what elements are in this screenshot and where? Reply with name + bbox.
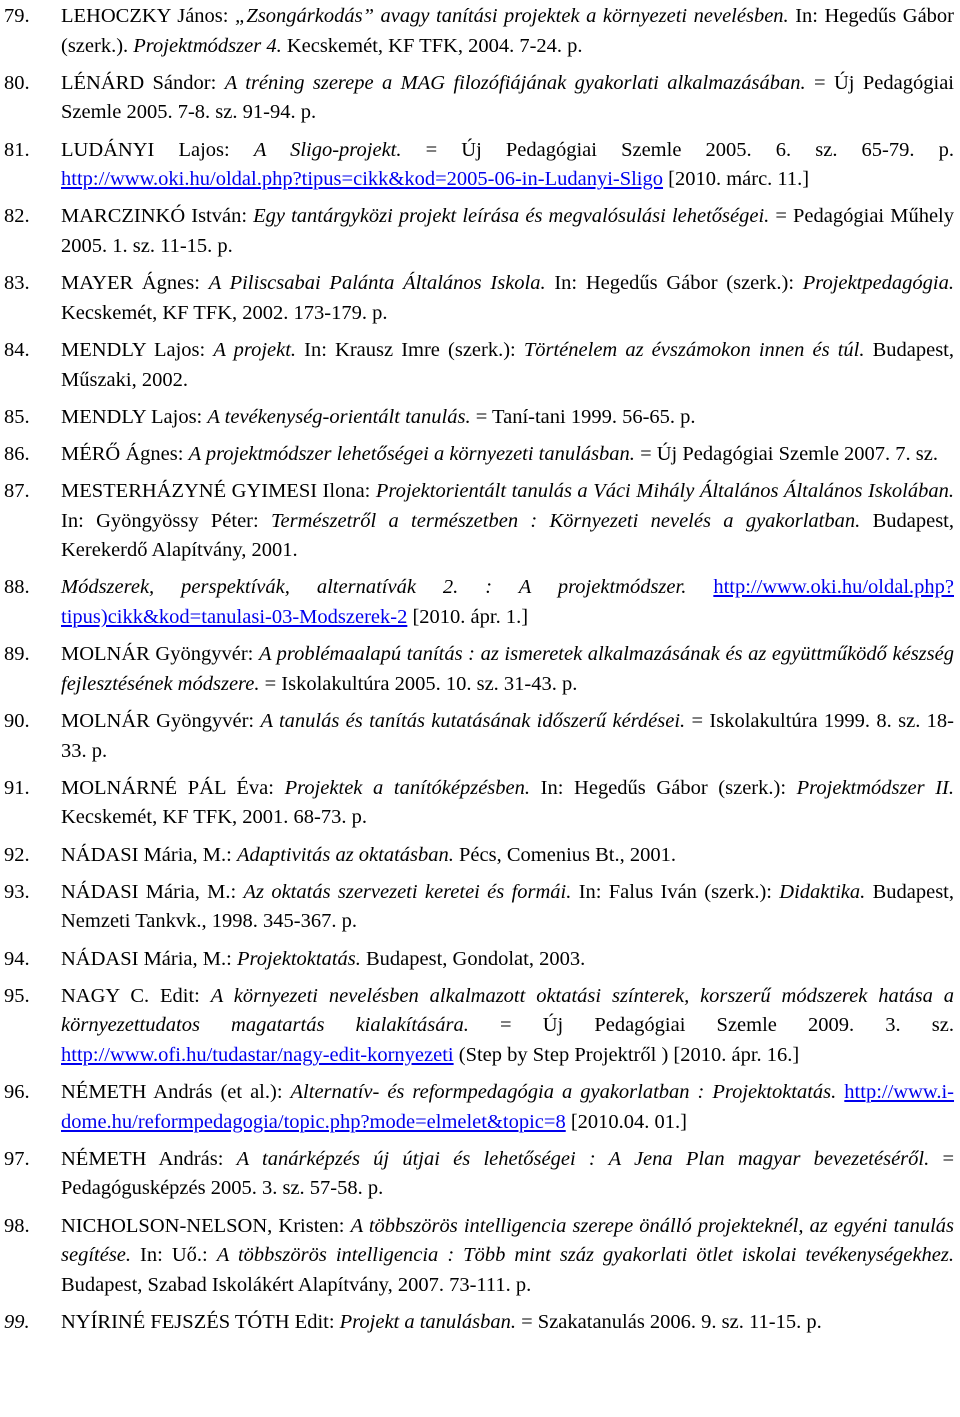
reference-segment: In: Falus Iván (szerk.): <box>571 880 780 903</box>
reference-number: 91. <box>4 776 30 799</box>
reference-segment: Budapest, Gondolat, 2003. <box>360 947 586 970</box>
reference-segment: MOLNÁR Gyöngyvér: <box>61 643 259 666</box>
reference-segment: = Új Pedagógiai Szemle 2005. 7-8. sz. 91-94. p. <box>61 71 954 124</box>
reference-text <box>61 202 954 261</box>
reference-number: 81. <box>4 138 30 161</box>
reference-segment: NAGY C. Edit: <box>61 984 211 1007</box>
reference-segment: = Új Pedagógiai Szemle 2005. 6. sz. 65-79. p. <box>401 138 954 161</box>
reference-segment: In: Hegedűs Gábor (szerk.). <box>61 5 955 57</box>
reference-text <box>61 1078 954 1137</box>
reference-item <box>0 774 960 833</box>
reference-title: A Piliscsabai Palánta Általános Iskola. <box>208 272 546 295</box>
reference-segment: = Pedagógusképzés 2005. 3. sz. 57-58. p. <box>61 1147 955 1200</box>
reference-title: Didaktika. <box>779 880 866 903</box>
reference-title: A többszörös intelligencia szerepe önálló projekteknél, az egyéni tanulás segítése. <box>61 1214 954 1267</box>
reference-segment: LEHOCZKY János: <box>61 5 236 27</box>
reference-number: 84. <box>4 338 30 361</box>
reference-title: A projekt. <box>213 338 297 361</box>
reference-number: 92. <box>4 843 30 866</box>
reference-text <box>61 1308 954 1338</box>
reference-text <box>61 640 954 699</box>
reference-text <box>61 440 954 470</box>
reference-number: 79. <box>4 5 30 27</box>
reference-segment: Pécs, Comenius Bt., 2001. <box>453 843 676 866</box>
reference-segment: MÉRŐ Ágnes: <box>61 442 189 465</box>
reference-segment: Budapest, Kerekerdő Alapítvány, 2001. <box>61 509 954 562</box>
reference-segment: MESTERHÁZYNÉ GYIMESI Ilona: <box>61 480 376 503</box>
reference-number: 96. <box>4 1081 30 1104</box>
reference-title: Adaptivitás az oktatásban. <box>236 843 454 866</box>
reference-text <box>61 774 954 833</box>
reference-title: Projektoktatás. <box>236 947 361 970</box>
reference-item <box>0 878 960 937</box>
reference-text <box>61 2 954 61</box>
reference-number: 95. <box>4 984 30 1007</box>
reference-segment: In: Gyöngyössy Péter: <box>61 509 272 532</box>
reference-title: Projektmódszer 4. <box>133 34 282 57</box>
reference-segment: = Pedagógiai Műhely 2005. 1. sz. 11-15. p. <box>61 205 954 257</box>
reference-title: Projektorientált tanulás a Váci Mihály Általános Általános Iskolában. <box>375 480 954 503</box>
reference-segment: NÉMETH András: <box>61 1147 237 1170</box>
reference-number: 99. <box>4 1311 30 1334</box>
reference-number: 83. <box>4 272 30 295</box>
reference-segment: = Új Pedagógiai Szemle 2009. 3. sz. <box>468 1014 954 1037</box>
reference-item <box>0 2 960 61</box>
reference-number: 89. <box>4 643 30 666</box>
reference-title: A környezeti nevelésben alkalmazott oktatási színterek, korszerű módszerek hatása a környezettudatos magatartás kialakítására. <box>61 984 954 1037</box>
reference-title: Projektmódszer II. <box>796 776 954 799</box>
reference-item <box>0 403 960 433</box>
reference-number: 97. <box>4 1147 30 1170</box>
reference-title: A problémaalapú tanítás : az ismeretek alkalmazásának és az együttműködő készség fejlesztésének módszere. <box>61 643 954 695</box>
reference-title: Projekt a tanulásban. <box>339 1311 516 1334</box>
reference-segment: MARCZINKÓ István: <box>61 205 254 228</box>
reference-segment: = Taní-tani 1999. 56-65. p. <box>470 405 696 428</box>
reference-segment: MOLNÁR Gyöngyvér: <box>61 710 261 732</box>
reference-title: A tréning szerepe a MAG filozófiájának gyakorlati alkalmazásában. <box>224 71 806 94</box>
reference-text <box>61 841 954 871</box>
reference-segment: = Iskolakultúra 2005. 10. sz. 31-43. p. <box>259 672 578 695</box>
reference-segment: [2010.04. 01.] <box>565 1110 688 1133</box>
reference-link[interactable]: http://www.oki.hu/oldal.php?tipus=cikk&kod=2005-06-in-Ludanyi-Sligo <box>61 168 664 191</box>
reference-text <box>61 945 954 975</box>
reference-title: Projektek a tanítóképzésben. <box>284 776 530 799</box>
reference-segment: In: Hegedűs Gábor (szerk.): <box>545 272 803 295</box>
reference-text <box>61 707 954 766</box>
reference-segment: NÁDASI Mária, M.: <box>61 880 244 903</box>
reference-segment: LUDÁNYI Lajos: <box>61 138 254 161</box>
reference-text <box>61 477 954 566</box>
reference-segment: Budapest, Nemzeti Tankvk., 1998. 345-367. p. <box>61 880 954 933</box>
reference-number: 98. <box>4 1214 30 1237</box>
reference-segment: Budapest, Műszaki, 2002. <box>61 338 954 391</box>
reference-item <box>0 640 960 699</box>
reference-segment: In: Uő.: <box>131 1244 217 1267</box>
reference-segment: (Step by Step Projektről ) [2010. ápr. 16.] <box>453 1043 800 1066</box>
reference-number: 87. <box>4 480 30 503</box>
reference-segment: In: Hegedűs Gábor (szerk.): <box>530 776 797 799</box>
reference-title: Természetről a természetben : Környezeti nevelés a gyakorlatban. <box>271 509 861 532</box>
reference-number: 82. <box>4 205 30 228</box>
reference-number: 93. <box>4 880 30 903</box>
reference-item <box>0 1308 960 1338</box>
reference-text <box>61 1145 954 1204</box>
reference-segment: NÁDASI Mária, M.: <box>61 843 237 866</box>
reference-segment: MENDLY Lajos: <box>61 405 208 428</box>
reference-title: A tanárképzés új útjai és lehetőségei : A Jena Plan magyar bevezetéséről. <box>236 1147 930 1170</box>
reference-item <box>0 1212 960 1301</box>
reference-item <box>0 336 960 395</box>
reference-text <box>61 69 954 128</box>
reference-segment: LÉNÁRD Sándor: <box>61 71 225 94</box>
reference-title: A tanulás és tanítás kutatásának időszerű kérdései. <box>260 710 686 732</box>
reference-item <box>0 440 960 470</box>
reference-segment: [2010. ápr. 1.] <box>407 606 529 629</box>
reference-item <box>0 841 960 871</box>
reference-segment: MOLNÁRNÉ PÁL Éva: <box>61 776 285 799</box>
reference-item <box>0 477 960 566</box>
reference-item <box>0 1078 960 1137</box>
reference-text <box>61 1212 954 1301</box>
reference-title: A tevékenység-orientált tanulás. <box>207 405 471 428</box>
reference-title: Az oktatás szervezeti keretei és formái. <box>243 880 572 903</box>
reference-segment: Kecskemét, KF TFK, 2001. 68-73. p. <box>61 806 367 829</box>
reference-item <box>0 945 960 975</box>
reference-segment: In: Krausz Imre (szerk.): <box>296 338 524 361</box>
reference-title: Egy tantárgyközi projekt leírása és megvalósulási lehetőségei. <box>253 205 770 228</box>
reference-title: Módszerek, perspektívák, alternatívák 2. : A projektmódszer. <box>61 576 687 599</box>
reference-segment: NICHOLSON-NELSON, Kristen: <box>61 1214 351 1237</box>
reference-title: Alternatív- és reformpedagógia a gyakorlatban : Projektoktatás. <box>290 1081 837 1104</box>
reference-number: 88. <box>4 576 30 599</box>
reference-text <box>61 136 954 195</box>
reference-segment: = Új Pedagógiai Szemle 2007. 7. sz. <box>634 442 939 465</box>
reference-item <box>0 1145 960 1204</box>
reference-segment: = Iskolakultúra 1999. 8. sz. 18-33. p. <box>61 710 955 762</box>
reference-segment: NÁDASI Mária, M.: <box>61 947 237 970</box>
reference-title: Történelem az évszámokon innen és túl. <box>523 338 865 361</box>
reference-segment: Kecskemét, KF TFK, 2002. 173-179. p. <box>61 301 388 324</box>
reference-segment: Budapest, Szabad Iskolákért Alapítvány, 2007. 73-111. p. <box>61 1273 532 1296</box>
reference-item <box>0 202 960 261</box>
reference-title: A Sligo-projekt. <box>253 138 402 161</box>
reference-text <box>61 878 954 937</box>
reference-item <box>0 982 960 1071</box>
reference-link[interactable]: http://www.oki.hu/oldal.php?tipus)cikk&kod=tanulasi-03-Modszerek-2 <box>61 576 954 629</box>
reference-text <box>61 403 954 433</box>
reference-text <box>61 573 954 632</box>
reference-number: 94. <box>4 947 30 970</box>
reference-title: A projektmódszer lehetőségei a környezeti tanulásban. <box>188 442 635 465</box>
reference-text <box>61 336 954 395</box>
reference-number: 80. <box>4 71 30 94</box>
reference-item <box>0 269 960 328</box>
reference-segment: NYÍRINÉ FEJSZÉS TÓTH Edit: <box>61 1311 340 1334</box>
reference-title: Projektpedagógia. <box>802 272 954 295</box>
reference-segment: = Szakatanulás 2006. 9. sz. 11-15. p. <box>515 1311 822 1334</box>
reference-segment: NÉMETH András (et al.): <box>61 1081 291 1104</box>
reference-number: 85. <box>4 405 30 428</box>
reference-segment: MAYER Ágnes: <box>61 272 209 295</box>
reference-title: A többszörös intelligencia : Több mint száz gyakorlati ötlet iskolai tevékenységekhez. <box>216 1244 954 1267</box>
reference-text <box>61 982 954 1071</box>
reference-number: 90. <box>4 710 30 732</box>
reference-segment <box>686 576 713 598</box>
reference-item <box>0 69 960 128</box>
reference-title: „Zsongárkodás” avagy tanítási projektek a környezeti nevelésben. <box>235 5 789 27</box>
reference-link[interactable]: http://www.ofi.hu/tudastar/nagy-edit-kornyezeti <box>61 1043 454 1066</box>
reference-item <box>0 707 960 766</box>
reference-number: 86. <box>4 442 30 465</box>
reference-segment: Kecskemét, KF TFK, 2004. 7-24. p. <box>281 34 583 57</box>
reference-item <box>0 573 960 632</box>
reference-segment: [2010. márc. 11.] <box>663 168 810 191</box>
reference-segment: MENDLY Lajos: <box>61 338 214 361</box>
reference-item <box>0 136 960 195</box>
reference-link[interactable]: http://www.i-dome.hu/reformpedagogia/topic.php?mode=elmelet&topic=8 <box>61 1081 955 1133</box>
reference-text <box>61 269 954 328</box>
